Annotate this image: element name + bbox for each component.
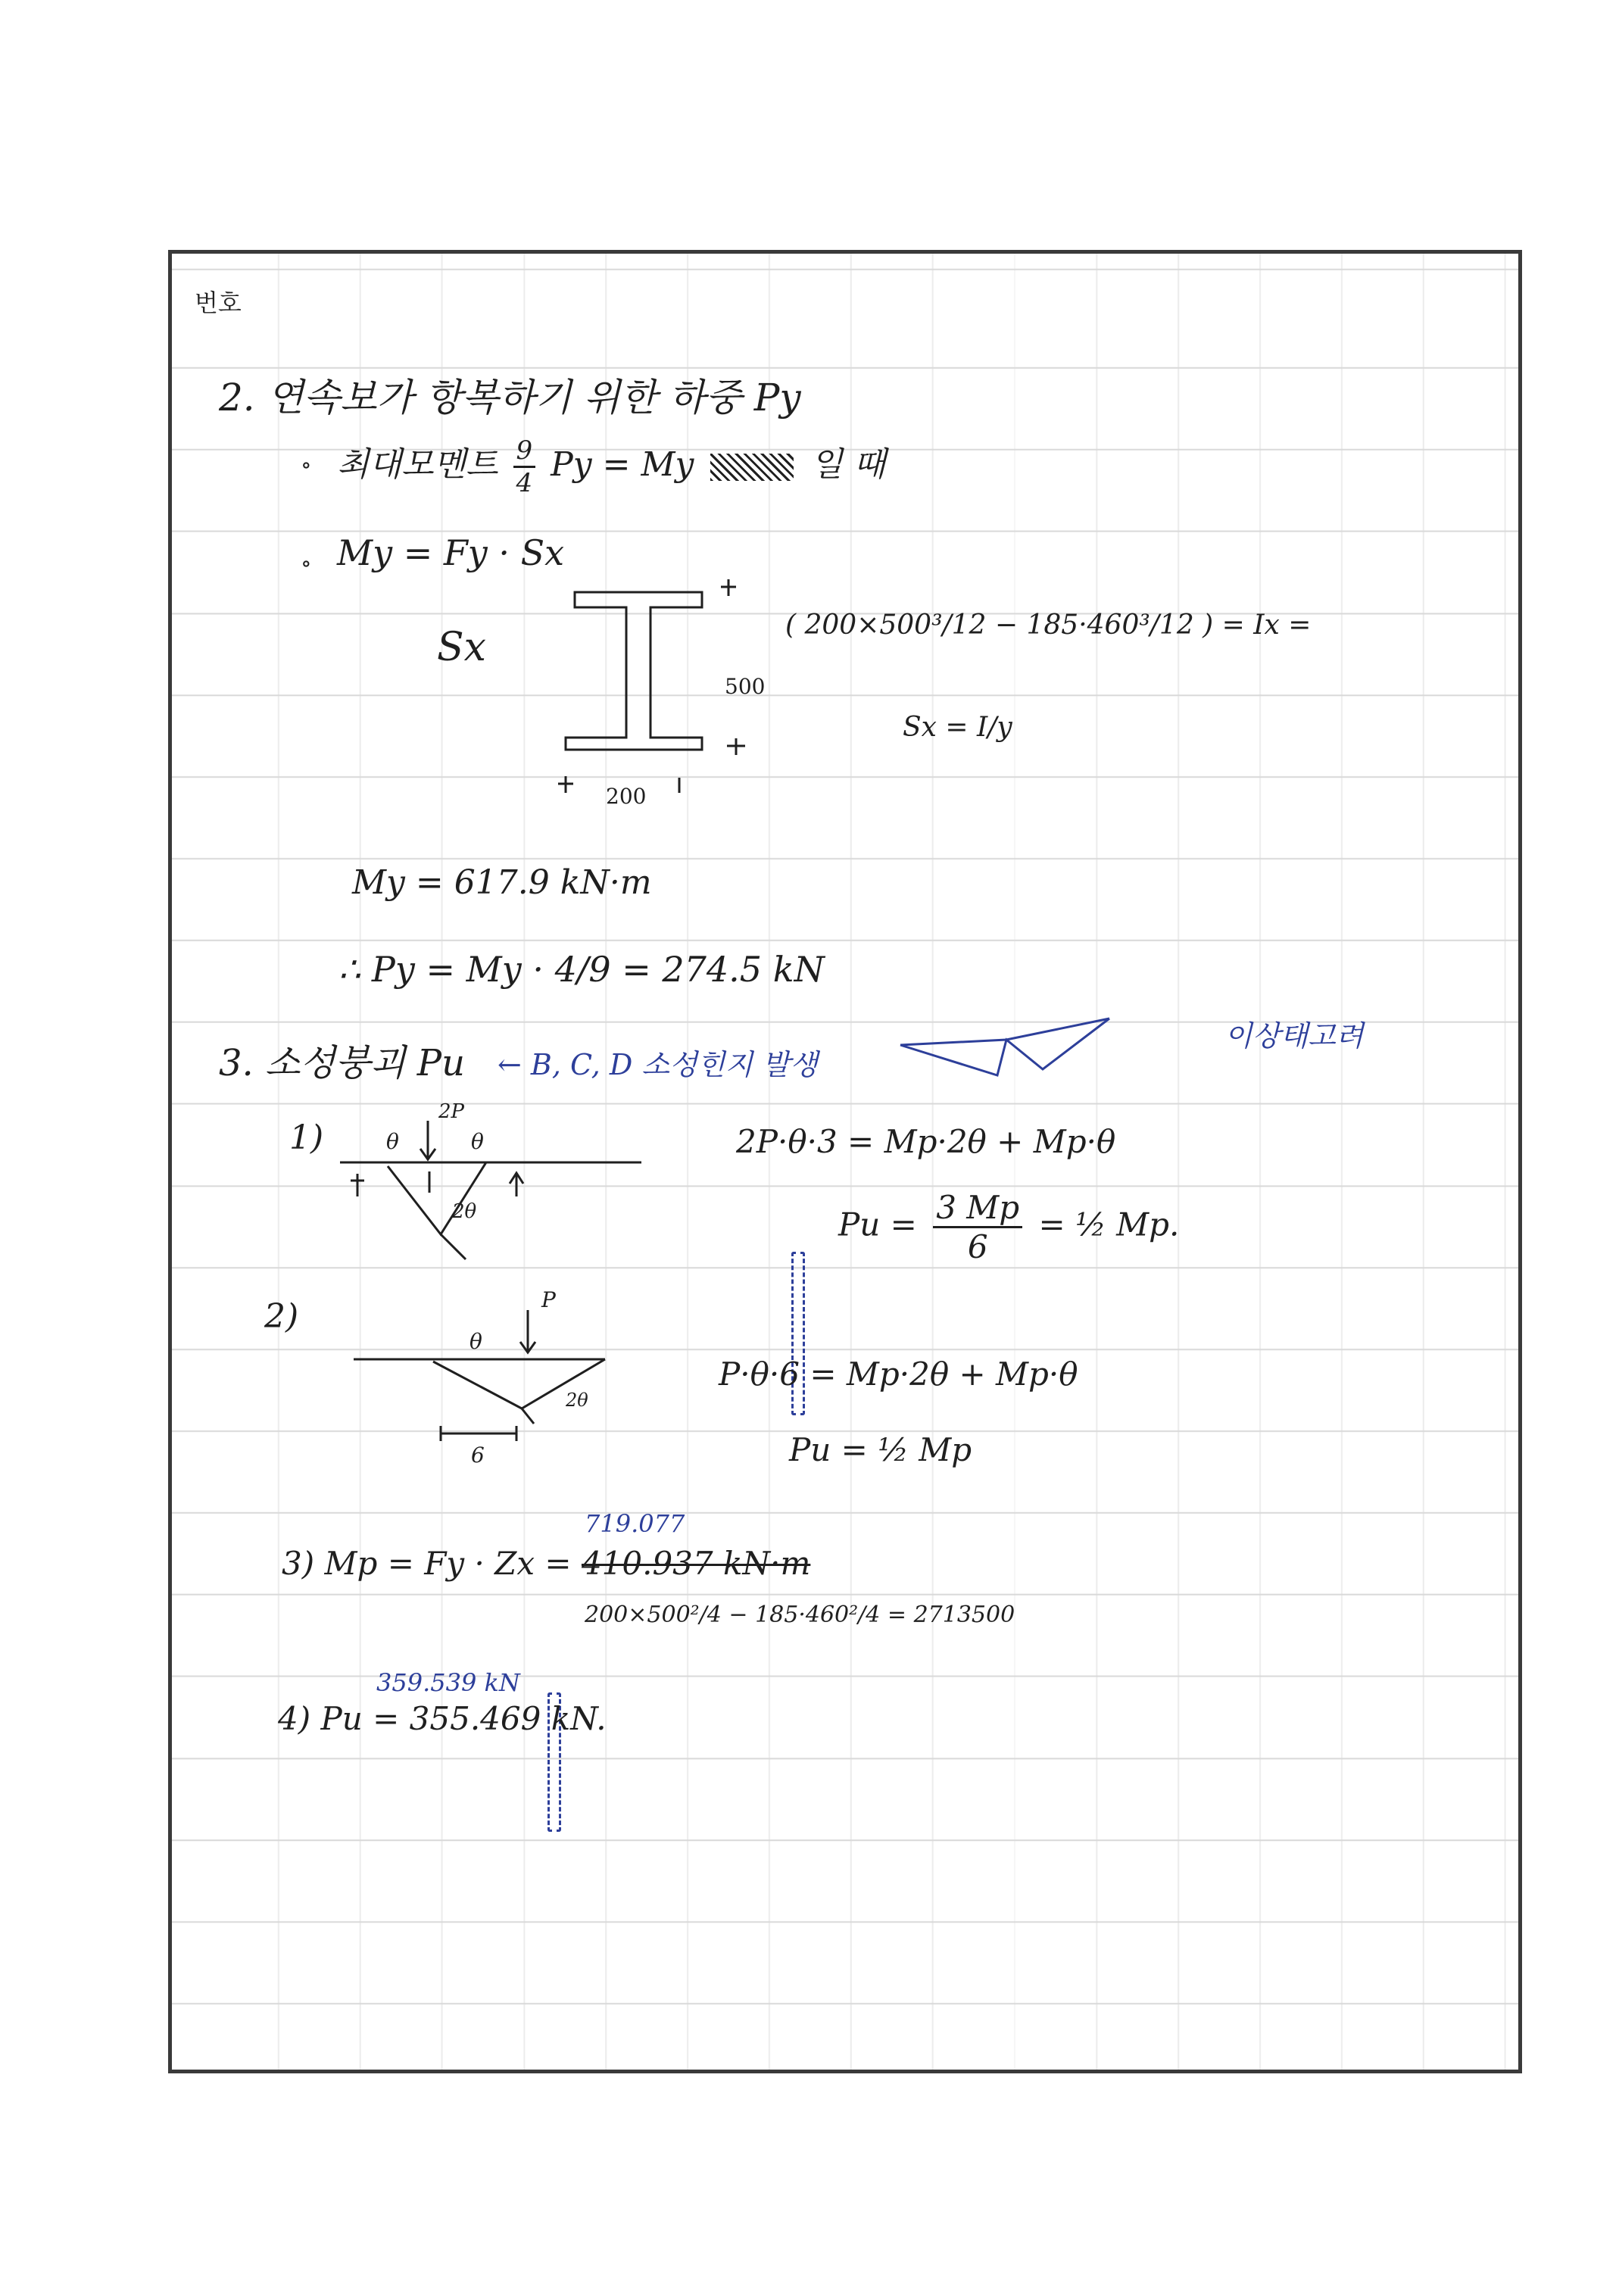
zx-calc: 200×500²/4 − 185·460²/4 = 2713500: [585, 1602, 1015, 1628]
case1-pu-frac-top: 3 Mp: [933, 1189, 1022, 1228]
case2-equation: P·θ·6 = Mp·2θ + Mp·θ: [719, 1355, 1078, 1393]
case1-2p: 2P: [438, 1100, 465, 1123]
py-result: ∴ Py = My · 4/9 = 274.5 kN: [338, 949, 825, 990]
mp-line-text: 3) Mp = Fy · Zx =: [282, 1545, 572, 1582]
bullet1-frac-bottom: 4: [516, 468, 533, 498]
case1-theta-left: θ: [386, 1129, 399, 1154]
case1-pu-frac-bottom: 6: [967, 1228, 988, 1265]
case1-theta-right: θ: [471, 1129, 484, 1154]
case1-equation: 2P·θ·3 = Mp·2θ + Mp·θ: [736, 1123, 1116, 1160]
my-result: My = 617.9 kN·m: [352, 863, 652, 902]
mp-old-value: 410.937 kN·m: [581, 1545, 811, 1582]
case2-theta: θ: [469, 1329, 482, 1354]
note-sheet: [168, 250, 1522, 2073]
case2-2theta: 2θ: [566, 1390, 588, 1411]
bullet2: My = Fy · Sx: [337, 532, 565, 573]
bullet1-text-a: 최대모멘트: [337, 445, 498, 484]
case1-label: 1): [289, 1118, 324, 1157]
case2-label: 2): [264, 1297, 299, 1336]
bullet1-text-c: 일 때: [810, 445, 886, 484]
case2-six: 6: [471, 1443, 485, 1468]
inertia-formula: ( 200×500³/12 − 185·460³/12 ) = Ix =: [785, 610, 1312, 641]
bullet1-dot: ∘: [301, 452, 312, 479]
case2-p: P: [541, 1287, 556, 1312]
section3-note: ← B, C, D 소성힌지 발생: [498, 1048, 818, 1081]
case2-sketch: [172, 254, 1526, 2077]
number-label: 번호: [195, 289, 242, 317]
pu-line: 4) Pu = 355.469 kN.: [278, 1700, 607, 1737]
case1-pu-label: Pu =: [838, 1206, 917, 1243]
mp-new-value: 719.077: [585, 1509, 685, 1538]
section2-title: 2. 연속보가 항복하기 위한 하중 Py: [219, 376, 801, 420]
bullet1-frac-top: 9: [513, 435, 536, 468]
section3-title: 3. 소성붕괴 Pu: [219, 1042, 465, 1084]
mp-line: [282, 1545, 810, 1582]
dim-200: 200: [606, 784, 647, 809]
case1-pu-rest: = ½ Mp.: [1038, 1206, 1180, 1243]
section3-side-note: 이상태고려: [1224, 1019, 1364, 1053]
pu-new-value: 359.539 kN: [376, 1668, 520, 1697]
case2-pu: Pu = ½ Mp: [789, 1431, 972, 1468]
sx-label: Sx: [437, 625, 486, 670]
bullet2-dot: ∘: [301, 551, 312, 577]
case1-2theta: 2θ: [452, 1200, 477, 1223]
dim-500: 500: [725, 674, 766, 699]
bullet1-text-b: Py = My: [551, 445, 694, 484]
sx-formula: Sx = I/y: [903, 712, 1012, 743]
